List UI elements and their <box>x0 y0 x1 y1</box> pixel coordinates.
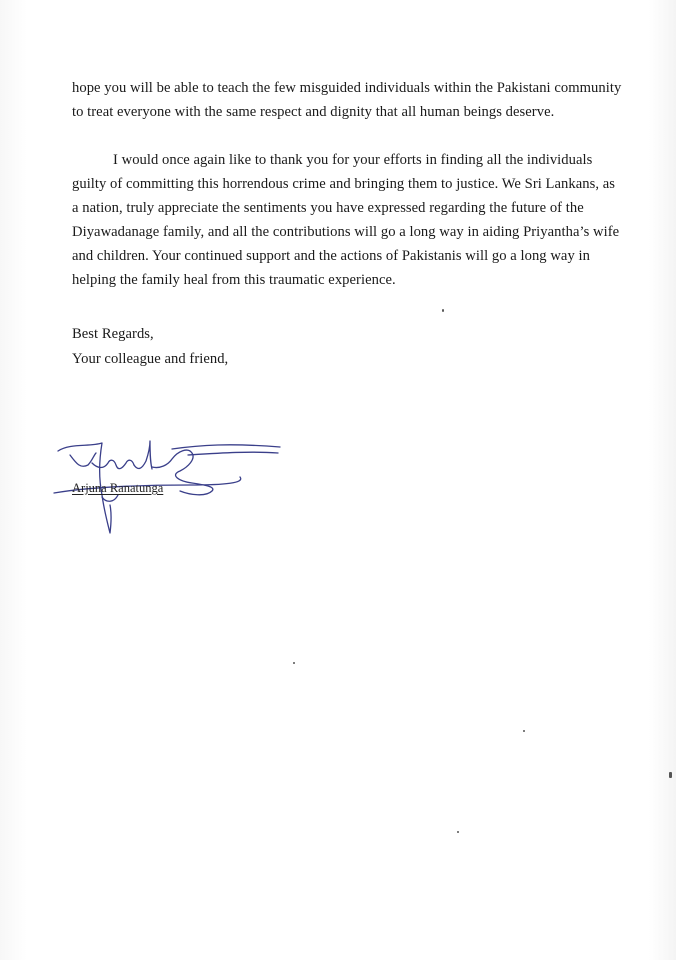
signatory-name: Arjuna Ranatunga <box>72 481 164 495</box>
paragraph-2-line-6: helping the family heal from this traumatic experience. <box>72 272 396 288</box>
scan-speck <box>457 831 459 833</box>
closing-line: Best Regards, <box>72 326 154 342</box>
paragraph-2-line-5: and children. Your continued support and the actions of Pakistanis will go a long way in <box>72 248 590 264</box>
scan-speck <box>523 730 525 732</box>
paragraph-1-line-1: hope you will be able to teach the few misguided individuals within the Pakistani community <box>72 80 622 96</box>
paragraph-2-line-1: I would once again like to thank you for your efforts in finding all the individuals <box>113 152 593 168</box>
paragraph-1-line-2: to treat everyone with the same respect and dignity that all human beings deserve. <box>72 104 555 120</box>
paragraph-2-line-2: guilty of committing this horrendous crime and bringing them to justice. We Sri Lankans, as <box>72 176 615 192</box>
closing-line-2: Your colleague and friend, <box>72 351 229 367</box>
scan-speck <box>293 662 295 664</box>
paragraph-2-line-4: Diyawadanage family, and all the contributions will go a long way in aiding Priyantha’s wife <box>72 224 620 240</box>
scan-speck <box>669 772 672 778</box>
scan-speck <box>442 309 444 312</box>
paragraph-2-line-3: a nation, truly appreciate the sentiments you have expressed regarding the future of the <box>72 200 584 216</box>
